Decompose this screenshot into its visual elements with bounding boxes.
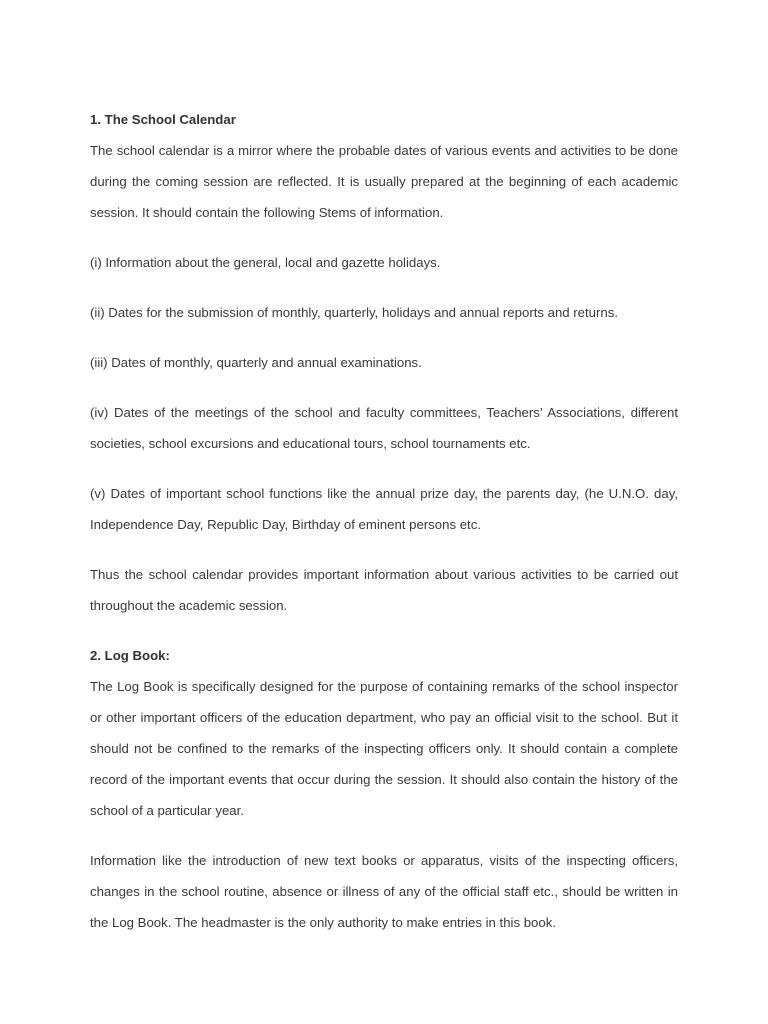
- paragraph-calendar-conclusion: Thus the school calendar provides important information about various activities to be carried out throughout the academic session.: [90, 567, 678, 613]
- list-item-functions: (v) Dates of important school functions like the annual prize day, the parents day, (he U.N.O. day, Independence Day, Republic Day, Birthday of eminent persons etc.: [90, 486, 678, 532]
- list-item-meetings: (iv) Dates of the meetings of the school and faculty committees, Teachers’ Associations, different societies, school excursions and educational tours, school tournaments etc.: [90, 405, 678, 451]
- list-item-examinations: (iii) Dates of monthly, quarterly and annual examinations.: [90, 355, 422, 370]
- list-item-holidays: (i) Information about the general, local and gazette holidays.: [90, 255, 441, 270]
- list-item-reports: (ii) Dates for the submission of monthly, quarterly, holidays and annual reports and returns.: [90, 305, 619, 320]
- paragraph-calendar-intro: The school calendar is a mirror where the probable dates of various events and activities to be done during the coming session are reflected. It is usually prepared at the beginning of each academic session. It should contain the following Stems of information.: [90, 143, 678, 220]
- paragraph-log-book-purpose: The Log Book is specifically designed for the purpose of containing remarks of the school inspector or other important officers of the education department, who pay an official visit to the school. But it should not be confined to the remarks of the inspecting officers only. It should contain a complete record of the important events that occur during the session. It should also contain the history of the school of a particular year.: [90, 679, 678, 818]
- section-heading-school-calendar: 1. The School Calendar: [90, 112, 236, 127]
- document-page: [90, 104, 678, 957]
- section-heading-log-book: 2. Log Book:: [90, 648, 170, 663]
- paragraph-log-book-entries: Information like the introduction of new text books or apparatus, visits of the inspecting officers, changes in the school routine, absence or illness of any of the official staff etc., should be written in the Log Book. The headmaster is the only authority to make entries in this book.: [90, 853, 678, 930]
